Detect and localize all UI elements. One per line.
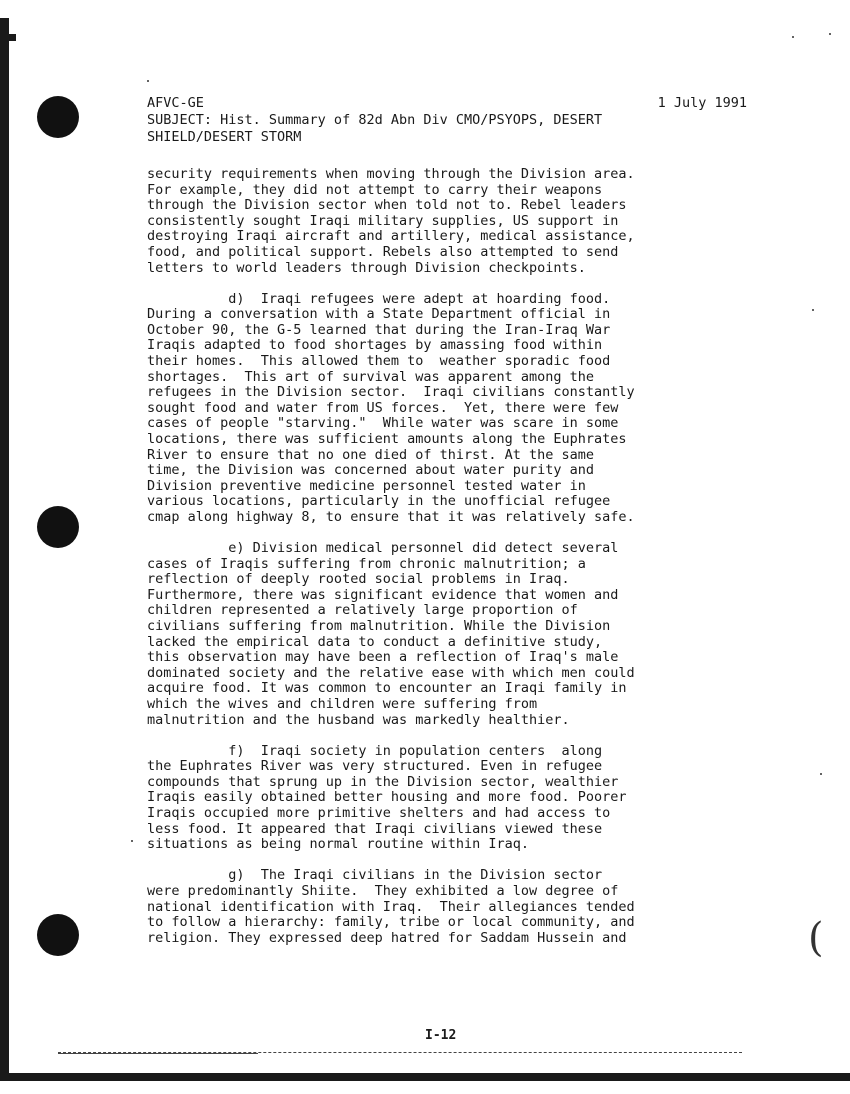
body-line: lacked the empirical data to conduct a definitive study, bbox=[147, 633, 603, 650]
memo-body bbox=[147, 167, 747, 946]
scan-speck bbox=[792, 36, 794, 38]
body-line: letters to world leaders through Division checkpoints. bbox=[147, 259, 586, 276]
body-line: Furthermore, there was significant evidence that women and bbox=[147, 586, 619, 603]
scan-speck bbox=[131, 840, 133, 842]
scan-left-edge bbox=[0, 18, 9, 1080]
subject-line-1: SUBJECT: Hist. Summary of 82d Abn Div CMO/PSYOPS, DESERT bbox=[147, 112, 603, 128]
office-symbol: AFVC-GE bbox=[147, 95, 204, 111]
margin-mark: ( bbox=[808, 915, 824, 961]
body-line: d) Iraqi refugees were adept at hoarding food. bbox=[147, 290, 611, 307]
memo-date: 1 July 1991 bbox=[657, 95, 747, 111]
body-line: Iraqis easily obtained better housing and more food. Poorer bbox=[147, 789, 627, 806]
body-line: through the Division sector when told not to. Rebel leaders bbox=[147, 197, 627, 214]
body-line: their homes. This allowed them to weather sporadic food bbox=[147, 353, 611, 370]
body-line: civilians suffering from malnutrition. While the Division bbox=[147, 618, 611, 635]
body-line: g) The Iraqi civilians in the Division sector bbox=[147, 867, 603, 884]
body-line: compounds that sprung up in the Division sector, wealthier bbox=[147, 773, 619, 790]
scan-speck bbox=[812, 309, 814, 311]
body-line: food, and political support. Rebels also attempted to send bbox=[147, 243, 619, 260]
body-line: Iraqis adapted to food shortages by amassing food within bbox=[147, 337, 603, 354]
body-line: were predominantly Shiite. They exhibited a low degree of bbox=[147, 882, 619, 899]
body-line: Iraqis occupied more primitive shelters and had access to bbox=[147, 805, 611, 822]
body-line: religion. They expressed deep hatred for Saddam Hussein and bbox=[147, 929, 627, 946]
body-line: For example, they did not attempt to carry their weapons bbox=[147, 181, 603, 198]
body-line: acquire food. It was common to encounter an Iraqi family in bbox=[147, 680, 627, 697]
body-line: shortages. This art of survival was apparent among the bbox=[147, 368, 595, 385]
body-line: malnutrition and the husband was markedly healthier. bbox=[147, 711, 570, 728]
body-line: various locations, particularly in the unofficial refugee bbox=[147, 493, 611, 510]
footer-rule-solid bbox=[58, 1053, 258, 1054]
body-line: locations, there was sufficient amounts along the Euphrates bbox=[147, 431, 627, 447]
body-line: this observation may have been a reflection of Iraq's male bbox=[147, 649, 619, 666]
subject-line-2: SHIELD/DESERT STORM bbox=[147, 129, 302, 145]
body-line: cases of people "starving." While water was scare in some bbox=[147, 415, 619, 432]
body-line: which the wives and children were suffering from bbox=[147, 696, 538, 712]
body-line: refugees in the Division sector. Iraqi civilians constantly bbox=[147, 384, 635, 401]
body-line: f) Iraqi society in population centers along bbox=[147, 742, 603, 759]
body-line: During a conversation with a State Department official in bbox=[147, 306, 611, 323]
body-line: cmap along highway 8, to ensure that it was relatively safe. bbox=[147, 508, 635, 525]
body-line: less food. It appeared that Iraqi civilians viewed these bbox=[147, 820, 603, 837]
punch-hole-middle bbox=[37, 506, 79, 548]
punch-hole-bottom bbox=[37, 914, 79, 956]
scan-speck bbox=[829, 33, 831, 35]
body-line: destroying Iraqi aircraft and artillery, medical assistance, bbox=[147, 228, 635, 245]
body-line: sought food and water from US forces. Yet, there were few bbox=[147, 399, 619, 416]
body-line: Division preventive medicine personnel tested water in bbox=[147, 477, 586, 494]
punch-hole-top bbox=[37, 96, 79, 138]
memo-header bbox=[147, 95, 747, 146]
body-line: situations as being normal routine within Iraq. bbox=[147, 836, 530, 853]
body-line: consistently sought Iraqi military supplies, US support in bbox=[147, 212, 619, 229]
page-number: I-12 bbox=[425, 1028, 457, 1043]
scan-speck bbox=[147, 80, 149, 82]
body-line: October 90, the G-5 learned that during the Iran-Iraq War bbox=[147, 321, 611, 338]
body-line: e) Division medical personnel did detect several bbox=[147, 540, 619, 557]
scan-speck bbox=[820, 773, 822, 775]
body-line: the Euphrates River was very structured. Even in refugee bbox=[147, 758, 603, 775]
body-line: children represented a relatively large proportion of bbox=[147, 602, 578, 619]
body-line: reflection of deeply rooted social problems in Iraq. bbox=[147, 571, 570, 588]
scan-bottom-edge bbox=[0, 1073, 850, 1081]
body-line: security requirements when moving through the Division area. bbox=[147, 166, 635, 182]
body-line: time, the Division was concerned about water purity and bbox=[147, 462, 595, 479]
body-line: to follow a hierarchy: family, tribe or local community, and bbox=[147, 914, 635, 931]
scan-edge-tab bbox=[0, 34, 16, 41]
body-line: dominated society and the relative ease with which men could bbox=[147, 664, 635, 681]
body-line: River to ensure that no one died of thirst. At the same bbox=[147, 446, 595, 463]
body-line: cases of Iraqis suffering from chronic malnutrition; a bbox=[147, 555, 586, 572]
body-line: national identification with Iraq. Their allegiances tended bbox=[147, 898, 635, 915]
